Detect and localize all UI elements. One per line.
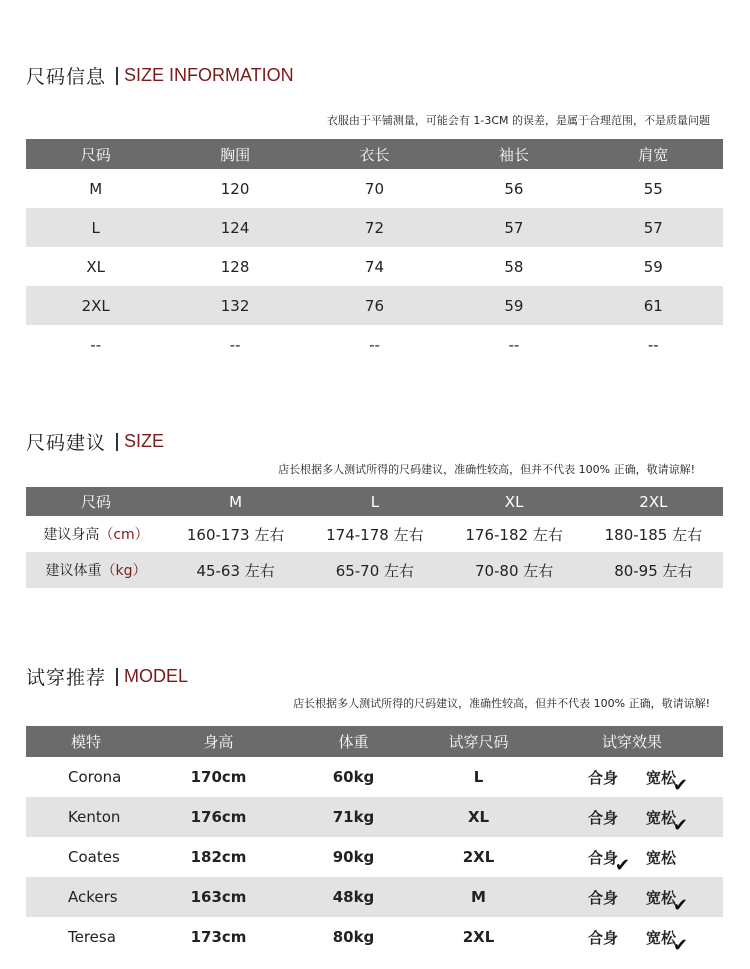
cell: --	[369, 335, 380, 354]
header-cell: 尺码	[80, 493, 111, 511]
cell: XL	[86, 257, 106, 276]
size-info-title-en: SIZE INFORMATION	[124, 65, 294, 85]
fit-option	[646, 887, 689, 916]
cell: 128	[220, 257, 250, 276]
checkmark-icon: ✔	[672, 814, 689, 836]
model-name-cell: Corona	[68, 768, 122, 786]
table-row-weight	[26, 552, 723, 588]
weight-label: 建议体重	[45, 563, 102, 579]
cell: 72	[364, 218, 385, 237]
fit-option	[646, 927, 689, 956]
header-cell: L	[370, 492, 380, 511]
model-fit-cell	[541, 797, 723, 837]
cell: 56	[504, 179, 524, 198]
fit-option-label: 宽松	[646, 808, 677, 827]
model-title	[26, 663, 188, 690]
header-cell: 体重	[338, 733, 369, 751]
height-label: 建议身高	[43, 527, 100, 543]
cell: 70	[364, 179, 385, 198]
model-header-row	[26, 726, 723, 757]
fit-option-label: 合身	[587, 928, 618, 947]
cell: 132	[220, 296, 250, 315]
fit-options	[587, 807, 689, 836]
model-fit-cell	[541, 837, 723, 877]
fit-option	[588, 807, 618, 828]
size-advice-title	[26, 428, 164, 455]
size-advice-header-row	[26, 487, 723, 516]
cell: 70-80 左右	[474, 561, 554, 580]
fit-option	[588, 767, 618, 788]
header-cell: M	[229, 492, 243, 511]
model-table-body	[26, 757, 723, 957]
cell: 124	[220, 218, 250, 237]
model-size-cell: 2XL	[462, 928, 495, 946]
model-height-cell: 176cm	[190, 808, 247, 826]
fit-option	[646, 767, 689, 796]
size-advice-table	[26, 487, 723, 588]
model-size-cell: 2XL	[462, 848, 495, 866]
header-cell: 尺码	[80, 145, 111, 164]
cell: M	[89, 179, 103, 198]
fit-options	[587, 847, 677, 876]
model-title-en: MODEL	[124, 666, 189, 686]
cell: --	[229, 335, 241, 354]
cell: L	[91, 218, 100, 237]
fit-option-label: 宽松	[646, 768, 677, 787]
model-fit-cell	[541, 917, 723, 957]
cell: 120	[220, 179, 250, 198]
size-info-title	[26, 62, 294, 89]
weight-label-cell	[26, 552, 166, 588]
fit-options	[587, 767, 689, 796]
table-row	[26, 169, 723, 208]
model-weight-cell: 60kg	[332, 768, 375, 786]
model-height-cell: 170cm	[190, 768, 247, 786]
cell: --	[508, 335, 520, 354]
model-height-cell: 173cm	[190, 928, 247, 946]
table-row	[26, 208, 723, 247]
fit-option-label: 宽松	[646, 928, 677, 947]
cell: 76	[364, 296, 385, 315]
fit-option	[646, 807, 689, 836]
cell: 59	[504, 296, 524, 315]
model-height-cell: 182cm	[190, 848, 247, 866]
model-fit-cell	[541, 877, 723, 917]
table-row	[26, 757, 723, 797]
table-row	[26, 286, 723, 325]
cell: 59	[643, 257, 663, 276]
model-title-cn: 试穿推荐	[26, 667, 107, 689]
cell: 180-185 左右	[604, 525, 703, 544]
cell: --	[647, 335, 659, 354]
model-note: 店长根据多人测试所得的尺码建议，准确性较高，但并不代表 100% 正确，敬请谅解!	[293, 697, 710, 710]
checkmark-icon: ✔	[672, 774, 689, 796]
fit-option-label: 宽松	[646, 848, 677, 867]
fit-option	[588, 887, 618, 908]
header-cell: 袖长	[498, 145, 529, 164]
header-cell: 胸围	[220, 145, 251, 164]
model-weight-cell: 90kg	[332, 848, 375, 866]
model-size-cell: L	[473, 768, 484, 786]
table-row	[26, 837, 723, 877]
table-row-height	[26, 516, 723, 552]
fit-option	[587, 847, 630, 876]
fit-option	[646, 847, 676, 868]
fit-option-label: 合身	[587, 768, 618, 787]
cell: 2XL	[81, 296, 110, 315]
table-row	[26, 917, 723, 957]
fit-option	[588, 927, 618, 948]
cell: 57	[504, 218, 524, 237]
model-table	[26, 726, 723, 957]
table-row	[26, 247, 723, 286]
size-advice-title-en: SIZE	[124, 431, 165, 451]
cell: 160-173 左右	[186, 525, 285, 544]
height-label-cell	[26, 516, 166, 552]
header-cell: 2XL	[639, 492, 668, 511]
fit-option-label: 合身	[587, 848, 618, 867]
header-cell: 衣长	[359, 145, 390, 164]
header-cell: 试穿效果	[601, 733, 662, 751]
fit-options	[587, 927, 689, 956]
checkmark-icon: ✔	[672, 934, 689, 956]
model-name-cell: Coates	[68, 848, 120, 866]
model-name-cell: Kenton	[68, 808, 121, 826]
model-weight-cell: 71kg	[332, 808, 375, 826]
model-weight-cell: 48kg	[332, 888, 375, 906]
size-advice-note: 店长根据多人测试所得的尺码建议，准确性较高，但并不代表 100% 正确，敬请谅解!	[278, 463, 695, 476]
table-row	[26, 797, 723, 837]
size-info-title-cn: 尺码信息	[26, 66, 107, 88]
title-divider	[116, 668, 118, 686]
model-weight-cell: 80kg	[332, 928, 375, 946]
header-cell: XL	[504, 492, 524, 511]
model-height-cell: 163cm	[190, 888, 247, 906]
model-fit-cell	[541, 757, 723, 797]
size-info-note: 衣服由于平铺测量，可能会有 1-3CM 的误差，是属于合理范围，不是质量问题	[326, 114, 710, 127]
cell: 61	[643, 296, 663, 315]
cell: 176-182 左右	[465, 525, 563, 544]
checkmark-icon: ✔	[672, 894, 689, 916]
title-divider	[116, 433, 118, 451]
model-size-cell: M	[471, 888, 486, 906]
size-info-table	[26, 139, 723, 364]
height-unit: （cm）	[99, 527, 149, 543]
model-size-cell: XL	[467, 808, 490, 826]
header-cell: 身高	[203, 733, 234, 751]
title-divider	[116, 67, 118, 85]
fit-option-label: 合身	[587, 808, 618, 827]
header-cell: 模特	[70, 733, 101, 751]
fit-option-label: 合身	[587, 888, 618, 907]
checkmark-icon: ✔	[614, 854, 630, 876]
model-name-cell: Teresa	[68, 928, 116, 946]
cell: 174-178 左右	[326, 525, 424, 544]
table-row	[26, 325, 723, 364]
weight-unit: （kg）	[101, 563, 147, 579]
size-info-header-row	[26, 139, 723, 169]
header-cell: 试穿尺码	[448, 733, 509, 751]
table-row	[26, 877, 723, 917]
cell: 57	[643, 218, 663, 237]
cell: 80-95 左右	[614, 561, 693, 580]
cell: 74	[364, 257, 385, 276]
cell: 58	[504, 257, 524, 276]
header-cell: 肩宽	[638, 145, 669, 164]
cell: 55	[643, 179, 663, 198]
cell: --	[90, 335, 102, 354]
cell: 45-63 左右	[196, 561, 275, 580]
cell: 65-70 左右	[335, 561, 415, 580]
size-advice-title-cn: 尺码建议	[26, 432, 107, 454]
model-name-cell: Ackers	[68, 888, 118, 906]
fit-options	[587, 887, 689, 916]
fit-option-label: 宽松	[646, 888, 677, 907]
